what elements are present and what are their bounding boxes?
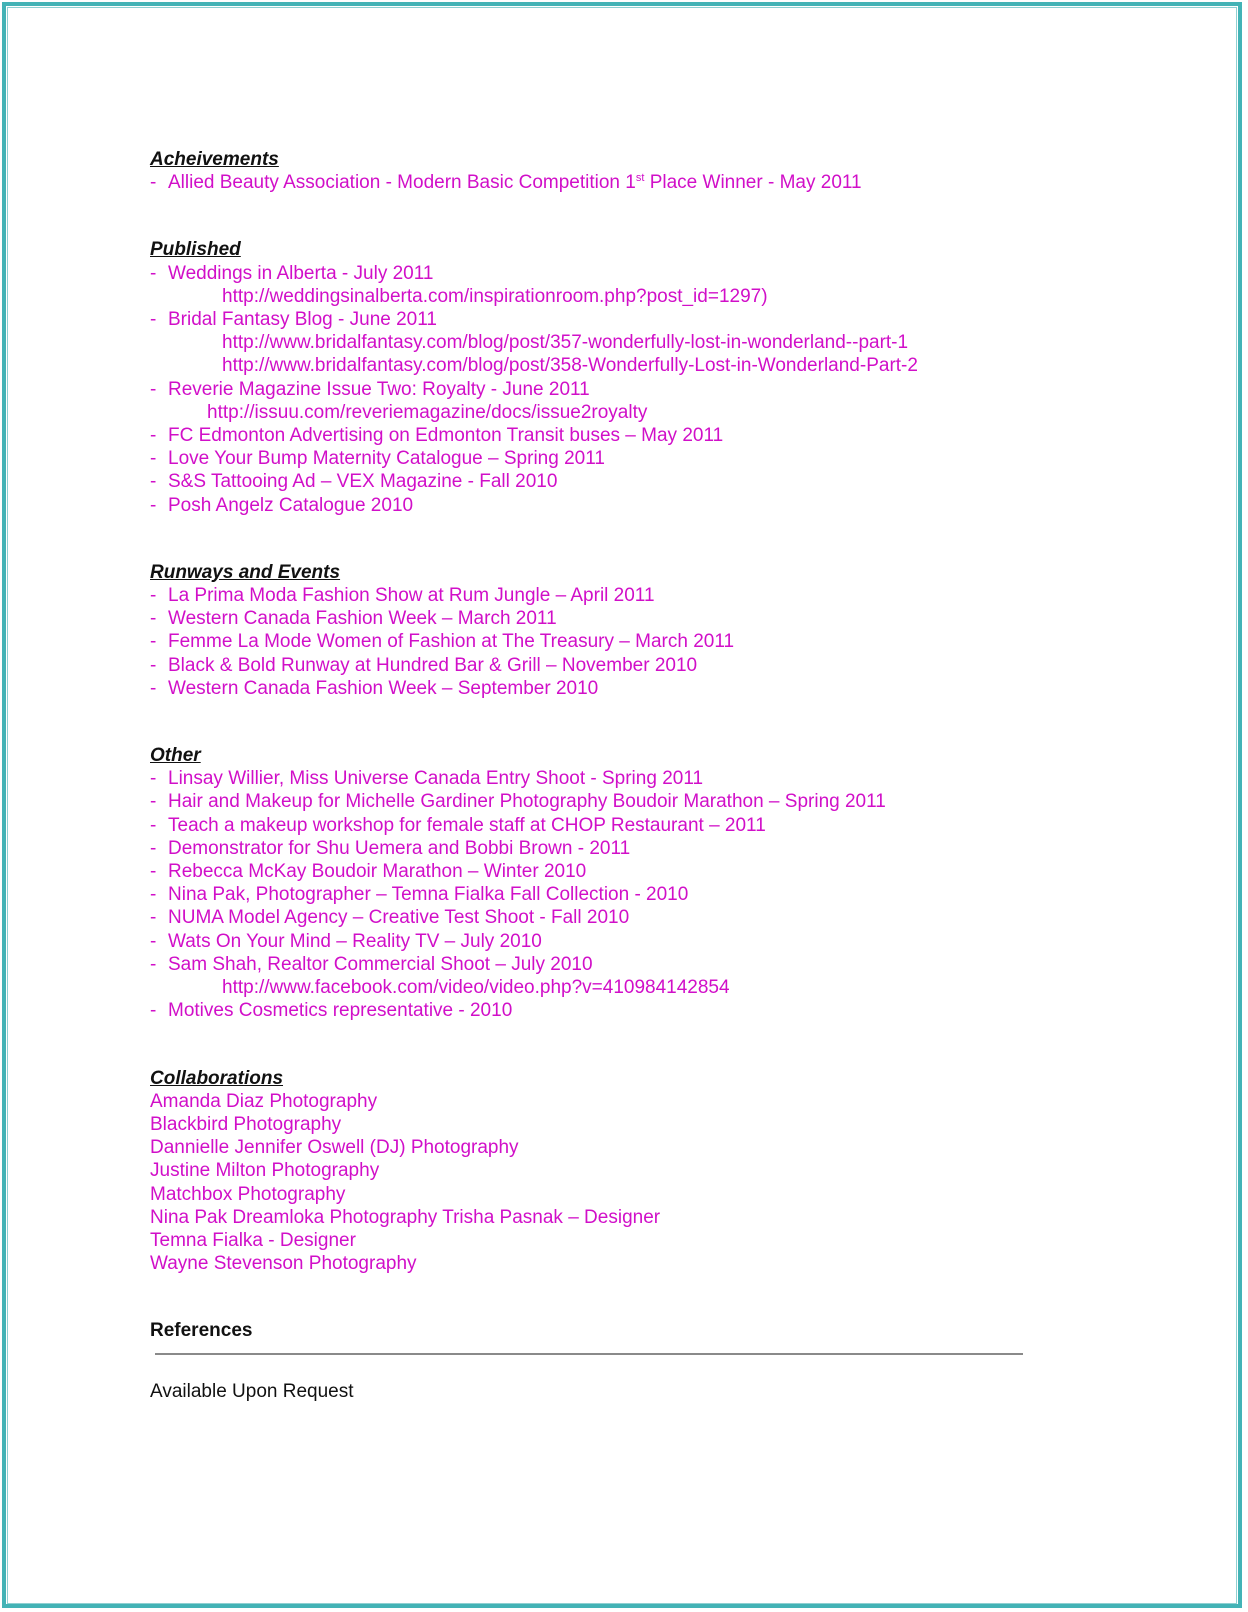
published-item: - Weddings in Alberta - July 2011 [150,262,434,284]
references-heading: References [150,1320,253,1342]
published-url[interactable]: http://issuu.com/reveriemagazine/docs/issue2royalty [207,401,648,423]
published-url[interactable]: http://www.bridalfantasy.com/blog/post/357-wonderfully-lost-in-wonderland--part-1 [222,332,909,354]
collaboration-item: Matchbox Photography [150,1183,346,1205]
other-item: - Rebecca McKay Boudoir Marathon – Winter 2010 [150,861,587,883]
runway-item: - Western Canada Fashion Week – September 2010 [150,677,599,699]
collaborations-section [150,1067,1090,1276]
achievements-section [150,148,1090,194]
other-url[interactable]: http://www.facebook.com/video/video.php?v=410984142854 [222,977,730,999]
published-item: - FC Edmonton Advertising on Edmonton Transit buses – May 2011 [150,425,724,447]
runways-heading: Runways and Events [150,561,341,583]
published-url[interactable]: http://weddingsinalberta.com/inspirationroom.php?post_id=1297) [222,285,768,307]
other-section [150,744,1090,1022]
collaborations-heading: Collaborations [150,1067,284,1089]
published-url[interactable]: http://www.bridalfantasy.com/blog/post/358-Wonderfully-Lost-in-Wonderland-Part-2 [222,355,918,377]
other-item: - NUMA Model Agency – Creative Test Shoot - Fall 2010 [150,907,630,929]
collaboration-item: Nina Pak Dreamloka Photography Trisha Pasnak – Designer [150,1206,661,1228]
runway-item: - Western Canada Fashion Week – March 2011 [150,608,557,630]
other-item: - Nina Pak, Photographer – Temna Fialka Fall Collection - 2010 [150,884,689,906]
collaboration-item: Wayne Stevenson Photography [150,1253,417,1275]
published-item: - Bridal Fantasy Blog - June 2011 [150,309,437,331]
published-section [150,238,1090,516]
references-text: Available Upon Request [150,1380,354,1402]
other-item: - Linsay Willier, Miss Universe Canada Entry Shoot - Spring 2011 [150,768,704,790]
other-heading: Other [150,745,201,767]
achievements-heading: Acheivements [150,149,279,170]
published-item: - Posh Angelz Catalogue 2010 [150,494,414,516]
references-divider [155,1353,1023,1355]
collaboration-item: Amanda Diaz Photography [150,1090,378,1112]
published-item: - S&S Tattooing Ad – VEX Magazine - Fall 2010 [150,471,558,493]
references-section [150,1319,1090,1402]
achievement-item: - Allied Beauty Association - Modern Basic Competition 1st Place Winner - May 2011 [150,172,862,194]
collaboration-item: Blackbird Photography [150,1113,342,1135]
other-item: - Demonstrator for Shu Uemera and Bobbi Brown - 2011 [150,837,631,859]
runway-item: - Femme La Mode Women of Fashion at The Treasury – March 2011 [150,631,735,653]
published-item: - Reverie Magazine Issue Two: Royalty - June 2011 [150,378,590,400]
runways-section [150,561,1090,700]
collaboration-item: Temna Fialka - Designer [150,1229,356,1251]
other-item: - Hair and Makeup for Michelle Gardiner Photography Boudoir Marathon – Spring 2011 [150,791,886,813]
other-item: - Sam Shah, Realtor Commercial Shoot – July 2010 [150,953,593,975]
runway-item: - La Prima Moda Fashion Show at Rum Jungle – April 2011 [150,585,655,607]
resume-content [150,148,1090,1403]
runway-item: - Black & Bold Runway at Hundred Bar & Grill – November 2010 [150,654,698,676]
other-item: - Teach a makeup workshop for female staff at CHOP Restaurant – 2011 [150,814,766,836]
other-item: - Motives Cosmetics representative - 2010 [150,1000,513,1022]
collaboration-item: Justine Milton Photography [150,1160,380,1182]
other-item: - Wats On Your Mind – Reality TV – July 2010 [150,930,542,952]
collaboration-item: Dannielle Jennifer Oswell (DJ) Photography [150,1137,519,1159]
published-item: - Love Your Bump Maternity Catalogue – Spring 2011 [150,448,605,470]
published-heading: Published [150,239,241,261]
